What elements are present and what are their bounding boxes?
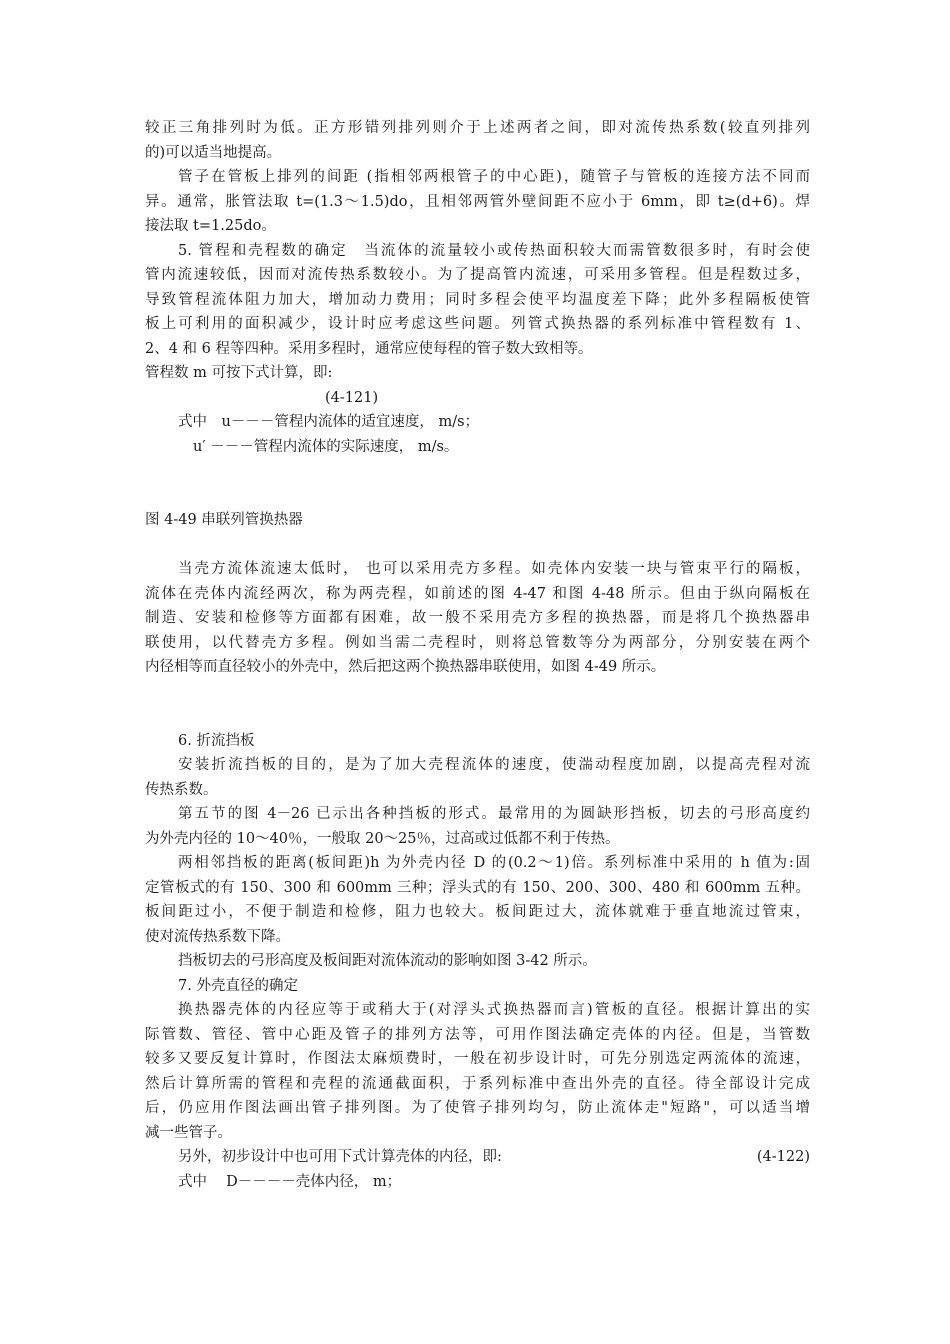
text-line: 异。通常，胀管法取 t=(1.3～1.5)do，且相邻两管外壁间距不应小于 6mm，即 t≥(d+6)。焊 bbox=[145, 193, 810, 210]
text-line: 传热系数。 bbox=[145, 781, 218, 798]
definition-line: u′ －－－管程内流体的实际速度， m/s。 bbox=[193, 438, 459, 455]
text-line: 2、4 和 6 程等四种。采用多程时，通常应使每程的管子数大致相等。 bbox=[145, 340, 593, 357]
text-line: 管内流速较低，因而对流传热系数较小。为了提高管内流速，可采用多管程。但是程数过多， bbox=[145, 267, 810, 283]
text-line: 制造、安装和检修等方面都有困难，故一般不采用壳方多程的换热器，而是将几个换热器串 bbox=[145, 610, 810, 626]
text-line: 的)可以适当地提高。 bbox=[145, 144, 282, 161]
equation-number: (4-121) bbox=[325, 389, 379, 406]
text-line: 后，仍应用作图法画出管子排列图。为了使管子排列均匀，防止流体走"短路"，可以适当增 bbox=[145, 1100, 810, 1116]
text-line: 安装折流挡板的目的，是为了加大壳程流体的速度，使湍动程度加剧，以提高壳程对流 bbox=[178, 757, 810, 773]
text-line: 较多又要反复计算时，作图法太麻烦费时，一般在初步设计时，可先分别选定两流体的流速， bbox=[145, 1051, 810, 1067]
text-line: 内径相等而直径较小的外壳中，然后把这两个换热器串联使用，如图 4-49 所示。 bbox=[145, 659, 666, 675]
equation-number: (4-122) bbox=[756, 1149, 810, 1165]
section-5-line: 5. 管程和壳程数的确定 当流体的流量较小或传热面积较大而需管数很多时，有时会使 bbox=[178, 242, 810, 259]
definition-line: 式中 u－－－管程内流体的适宜速度， m/s； bbox=[178, 414, 480, 430]
text-line: 管程数 m 可按下式计算，即: bbox=[145, 365, 333, 381]
text-line: 为外壳内径的 10～40％，一般取 20～25％，过高或过低都不利于传热。 bbox=[145, 830, 620, 847]
text-line: 接法取 t=1.25do。 bbox=[145, 218, 276, 234]
text-fragment: 另外，初步设计中也可用下式计算壳体的内径，即: bbox=[178, 1149, 502, 1165]
text-line: 导致管程流体阻力加大，增加动力费用；同时多程会使平均温度差下降；此外多程隔板使管 bbox=[145, 291, 810, 308]
section-heading: 7. 外壳直径的确定 bbox=[178, 977, 298, 994]
text-line: 两相邻挡板的距离(板间距)h 为外壳内径 D 的(0.2～1)倍。系列标准中采用的 h 值为:固 bbox=[178, 855, 810, 871]
text-line: 换热器壳体的内径应等于或稍大于(对浮头式换热器而言)管板的直径。根据计算出的实 bbox=[178, 1002, 810, 1018]
text-line: 然后计算所需的管程和壳程的流通截面积，于系列标准中查出外壳的直径。待全部设计完成 bbox=[145, 1075, 810, 1092]
text-line: 当壳方流体流速太低时， 也可以采用壳方多程。如壳体内安装一块与管束平行的隔板， bbox=[178, 561, 810, 577]
text-line: 板上可利用的面积减少，设计时应考虑这些问题。列管式换热器的系列标准中管程数有 1、 bbox=[145, 316, 810, 332]
text-line: 较正三角排列时为低。正方形错列排列则介于上述两者之间，即对流传热系数(较直列排列 bbox=[145, 120, 810, 136]
text-line: 第五节的图 4－26 已示出各种挡板的形式。最常用的为圆缺形挡板，切去的弓形高度约 bbox=[178, 806, 810, 822]
section-heading: 6. 折流挡板 bbox=[178, 732, 255, 749]
text-line: 减一些管子。 bbox=[145, 1124, 232, 1141]
text-line: 联使用，以代替壳方多程。例如当需二壳程时，则将总管数等分为两部分，分别安装在两个 bbox=[145, 634, 810, 651]
document-page bbox=[145, 116, 810, 1194]
equation-row bbox=[145, 1145, 810, 1170]
text-line: 际管数、管径、管中心距及管子的排列方法等，可用作图法确定壳体的内径。但是，当管数 bbox=[145, 1026, 810, 1043]
text-line: 定管板式的有 150、300 和 600mm 三种；浮头式的有 150、200、300、480 和 600mm 五种。 bbox=[145, 879, 810, 896]
figure-caption: 图 4-49 串联列管换热器 bbox=[145, 512, 303, 528]
definition-line: 式中 D－－－－壳体内径， m； bbox=[178, 1173, 402, 1190]
text-line: 板间距过小，不便于制造和检修，阻力也较大。板间距过大，流体就难于垂直地流过管束， bbox=[145, 904, 810, 920]
text-line: 管子在管板上排列的间距 (指相邻两根管子的中心距)，随管子与管板的连接方法不同而 bbox=[178, 169, 810, 185]
text-line: 使对流传热系数下降。 bbox=[145, 928, 290, 945]
text-line: 流体在壳体内流经两次，称为两壳程，如前述的图 4-47 和图 4-48 所示。但由于纵向隔板在 bbox=[145, 585, 810, 602]
text-line: 挡板切去的弓形高度及板间距对流体流动的影响如图 3-42 所示。 bbox=[178, 953, 597, 969]
